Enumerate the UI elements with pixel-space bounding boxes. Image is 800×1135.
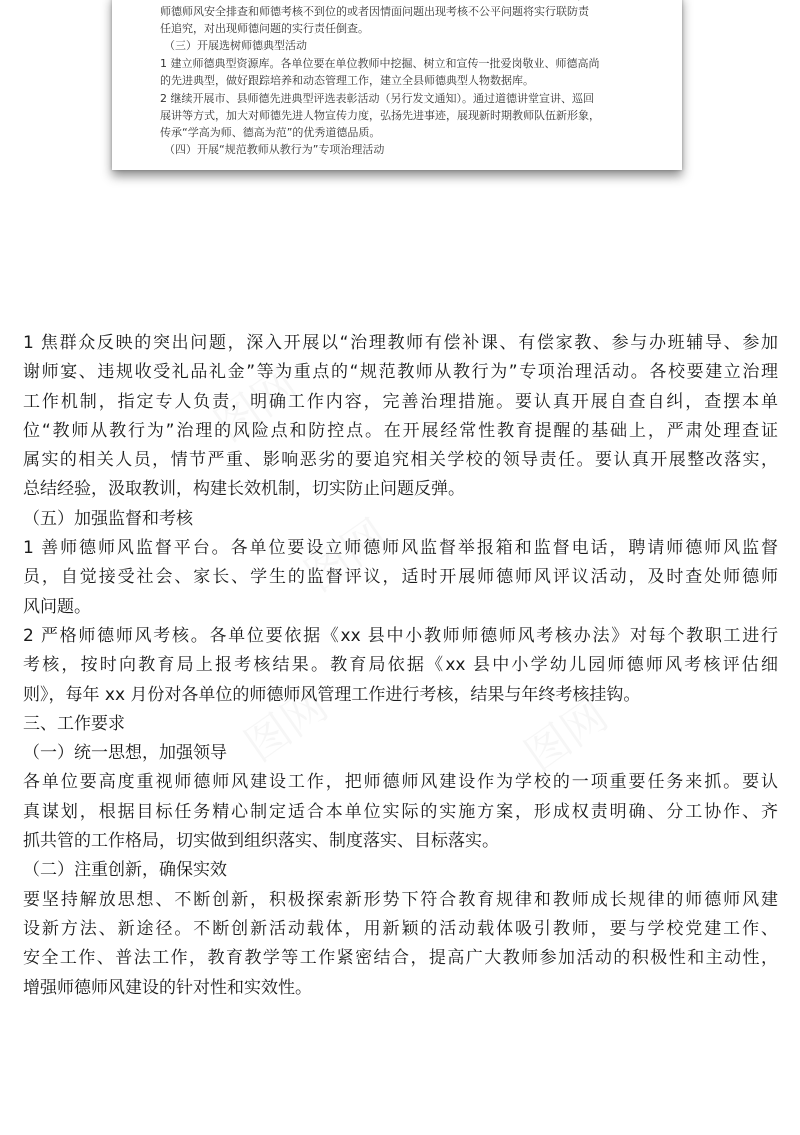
body-text-line: 总结经验，汲取教训，构建长效机制，切实防止问题反弹。 (23, 479, 465, 500)
body-text-line: （一）统一思想，加强领导 (23, 743, 227, 764)
preview-line: （四）开展“规范教师从教行为”专项治理活动 (164, 143, 385, 156)
document-body (23, 329, 778, 1003)
body-text-line: 1 焦群众反映的突出问题，深入开展以“治理教师有偿补课、有偿家教、参与办班辅导、参加 (23, 333, 778, 353)
preview-line: 展讲等方式，加大对师德先进人物宣传力度，弘扬先进事迹，展现新时期教师队伍新形象， (160, 109, 600, 122)
body-text-line: 工作机制，指定专人负责，明确工作内容，完善治理措施。要认真开展自查自纠，查摆本单 (23, 391, 778, 412)
preview-line: 2 继续开展市、县师德先进典型评选表彰活动（另行发文通知）。通过道德讲堂宣讲、巡回 (160, 92, 594, 105)
body-text-line: 员，自觉接受社会、家长、学生的监督评议，适时开展师德师风评议活动，及时查处师德师 (23, 567, 778, 588)
body-text-line: 谢师宴、违规收受礼品礼金”等为重点的“规范教师从教行为”专项治理活动。各校要建立治理 (23, 362, 778, 383)
body-text-line: 考核，按时向教育局上报考核结果。教育局依据《xx 县中小学幼儿园师德师风考核评估细 (23, 655, 778, 676)
body-text-line: 抓共管的工作格局，切实做到组织落实、制度落实、目标落实。 (23, 831, 499, 852)
body-text-line: 2 严格师德师风考核。各单位要依据《xx 县中小教师师德师风考核办法》对每个教职工进行 (23, 625, 778, 646)
preview-line: （三）开展选树师德典型活动 (164, 39, 307, 52)
preview-line: 1 建立师德典型资源库。各单位要在单位教师中挖掘、树立和宣传一批爱岗敬业、师德高尚 (160, 57, 600, 70)
preview-line: 师德师风安全排查和师德考核不到位的或者因情面问题出现考核不公平问题将实行联防责 (160, 5, 589, 18)
preview-area (0, 0, 800, 200)
body-text-line: 增强师德师风建设的针对性和实效性。 (23, 977, 312, 998)
body-text-line: 各单位要高度重视师德师风建设工作，把师德师风建设作为学校的一项重要任务来抓。要认 (23, 772, 778, 793)
document-preview-card (112, 0, 682, 170)
body-text-line: 三、工作要求 (23, 713, 125, 734)
body-text-line: 设新方法、新途径。不断创新活动载体，用新颖的活动载体吸引教师，要与学校党建工作、 (23, 918, 778, 939)
body-text-line: 真谋划，根据目标任务精心制定适合本单位实际的实施方案，形成权责明确、分工协作、齐 (23, 801, 778, 822)
body-text-line: 1 善师德师风监督平台。各单位要设立师德师风监督举报箱和监督电话，聘请师德师风监督 (23, 538, 778, 559)
preview-line (160, 0, 600, 2)
body-text-line: 属实的相关人员，情节严重、影响恶劣的要追究相关学校的领导责任。要认真开展整改落实， (23, 450, 778, 471)
body-text-line: 则》，每年 xx 月份对各单位的师德师风管理工作进行考核，结果与年终考核挂钩。 (23, 684, 641, 705)
body-text-line: 位“教师从教行为”治理的风险点和防控点。在开展经常性教育提醒的基础上，严肃处理查证 (23, 420, 778, 441)
preview-line: 传承“学高为师、德高为范”的优秀道德品质。 (160, 126, 381, 139)
preview-line: 任追究，对出现师德问题的实行责任倒查。 (160, 22, 369, 35)
body-text-line: 安全工作、普法工作，教育教学等工作紧密结合，提高广大教师参加活动的积极性和主动性， (23, 948, 778, 969)
body-text-line: 风问题。 (23, 596, 91, 617)
preview-line: 的先进典型，做好跟踪培养和动态管理工作，建立全县师德典型人物数据库。 (160, 74, 534, 87)
body-text-line: 要坚持解放思想、不断创新，积极探索新形势下符合教育规律和教师成长规律的师德师风建 (23, 889, 778, 910)
body-text-line: （五）加强监督和考核 (23, 508, 193, 529)
body-text-line: （二）注重创新，确保实效 (23, 860, 227, 881)
